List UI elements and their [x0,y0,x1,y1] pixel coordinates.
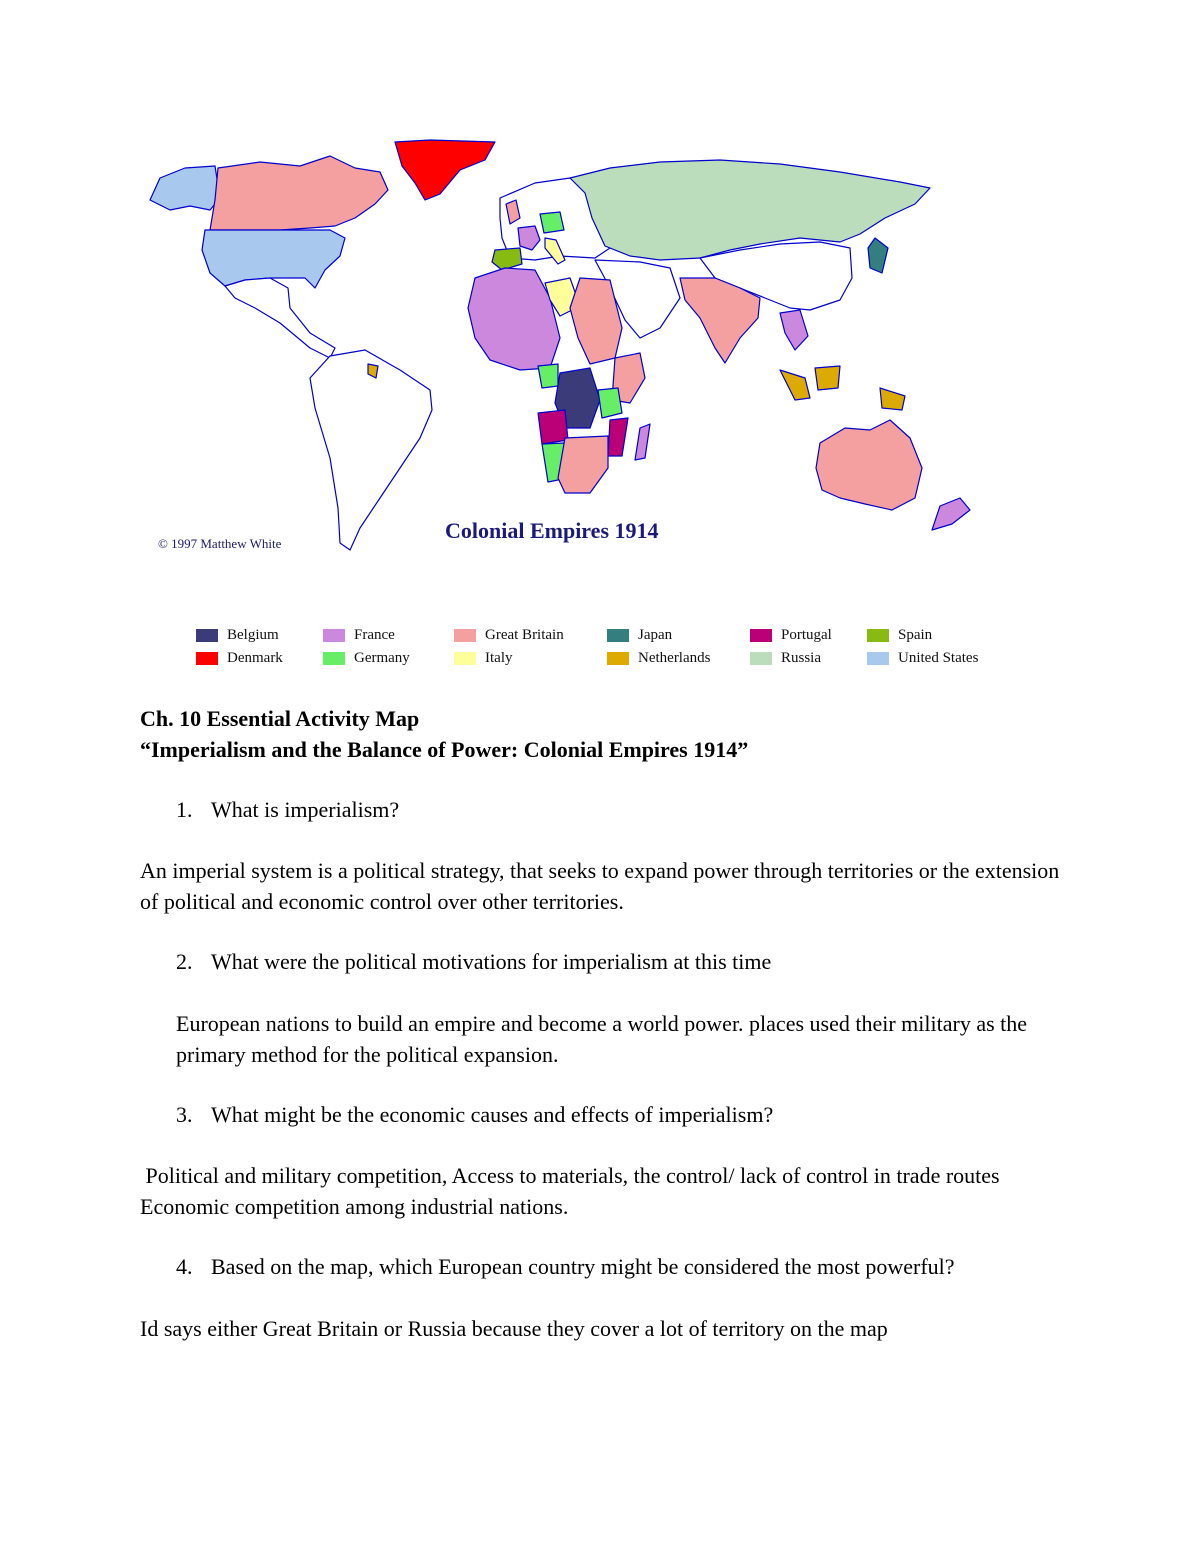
question-text: What might be the economic causes and effects of imperialism? [211,1102,774,1127]
question-text: What is imperialism? [211,797,400,822]
legend-item-belgium [196,624,323,647]
question-number: 2. [176,949,193,974]
question-text: Based on the map, which European country might be considered the most powerful? [211,1254,955,1279]
legend-swatch [196,652,218,665]
legend-label: Portugal [781,627,832,643]
legend-label: United States [898,650,979,666]
legend-label: Russia [781,650,822,666]
region-east-indies-3 [880,388,905,410]
title-line-1: Ch. 10 Essential Activity Map [140,706,420,731]
legend-item-denmark [196,647,323,670]
legend-swatch [454,652,476,665]
question-1 [176,794,1056,825]
answer-4: Id says either Great Britain or Russia because they cover a lot of territory on the map [140,1316,888,1341]
question-number: 1. [176,797,193,822]
document-title [140,703,1070,765]
region-mozambique [608,418,628,456]
region-kamerun [538,364,558,388]
legend-label: Denmark [227,650,283,666]
region-germany [540,212,564,233]
legend-swatch [750,652,772,665]
region-east-indies-2 [815,366,840,390]
legend-swatch [607,652,629,665]
legend-label: France [354,627,395,643]
legend-label: Germany [354,650,410,666]
region-indochina [780,310,808,350]
map-legend [196,624,1036,672]
answer-1: An imperial system is a political strategy, that seeks to expand power through territories or the extension of political and economic control over other territories. [140,858,1060,914]
region-south-america [310,350,432,550]
map-copyright: © 1997 Matthew White [158,536,282,551]
legend-item-great-britain [454,624,607,647]
region-alaska [150,166,220,210]
legend-item-netherlands [607,647,750,670]
legend-item-united-states [867,647,997,670]
legend-swatch [323,629,345,642]
region-australia [816,420,922,510]
map-title: Colonial Empires 1914 [445,518,659,543]
region-japan [868,238,888,273]
region-canada [210,156,388,230]
question-2 [176,946,1056,977]
region-mexico [225,278,335,358]
region-new-zealand [932,498,970,530]
question-3 [176,1099,1056,1130]
region-angola [538,410,568,444]
question-number: 3. [176,1102,193,1127]
region-madagascar [635,424,650,460]
answer-3: Political and military competition, Access to materials, the control/ lack of control in trade routes Economic competition among industrial nations. [140,1163,1006,1219]
legend-label: Spain [898,627,933,643]
legend-item-russia [750,647,867,670]
legend-swatch [750,629,772,642]
legend-item-germany [323,647,454,670]
legend-swatch [867,629,889,642]
legend-item-italy [454,647,607,670]
question-text: What were the political motivations for imperialism at this time [211,949,772,974]
region-east-indies-1 [780,370,810,400]
legend-item-portugal [750,624,867,647]
region-greenland [395,140,495,200]
legend-label: Netherlands [638,650,711,666]
title-line-2: “Imperialism and the Balance of Power: Colonial Empires 1914” [140,737,749,762]
legend-swatch [867,652,889,665]
colonial-empires-map [140,138,1050,570]
question-number: 4. [176,1254,193,1279]
legend-item-spain [867,624,997,647]
legend-swatch [323,652,345,665]
region-south-africa [558,436,608,493]
world-map-svg [140,138,1050,570]
question-4 [176,1251,1056,1282]
legend-label: Belgium [227,627,279,643]
region-german-east-africa [598,388,622,418]
legend-label: Great Britain [485,627,564,643]
legend-swatch [454,629,476,642]
legend-item-france [323,624,454,647]
legend-swatch [607,629,629,642]
answer-2: European nations to build an empire and become a world power. places used their military as the primary method for the political expansion. [176,1011,1028,1067]
legend-label: Japan [638,627,673,643]
legend-swatch [196,629,218,642]
region-iberia [492,248,522,270]
legend-item-japan [607,624,750,647]
legend-label: Italy [485,650,513,666]
